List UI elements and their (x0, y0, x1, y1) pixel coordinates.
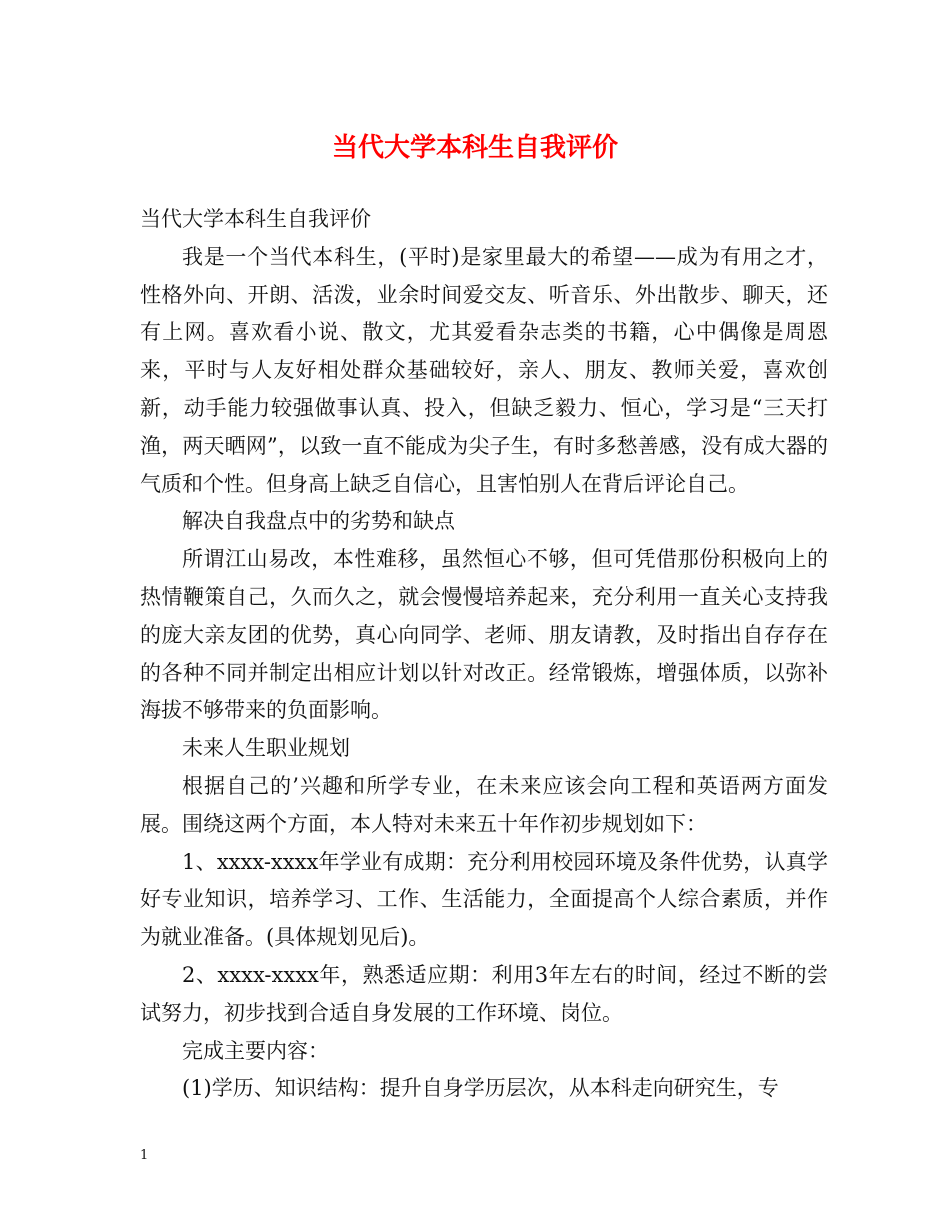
paragraph-plan-stage-1: 1、xxxx-xxxx年学业有成期：充分利用校园环境及条件优势，认真学好专业知识，培养学习、工作、生活能力，全面提高个人综合素质，并作为就业准备。(具体规划见后)。 (140, 849, 828, 950)
paragraph-career-direction: 根据自己的’兴趣和所学专业，在未来应该会向工程和英语两方面发展。围绕这两个方面，本人特对未来五十年作初步规划如下： (140, 773, 828, 836)
document-title: 当代大学本科生自我评价 (331, 133, 618, 163)
section-heading-career-plan: 未来人生职业规划 (182, 736, 350, 761)
paragraph-weakness-solution: 所谓江山易改，本性难移，虽然恒心不够，但可凭借那份积极向上的热情鞭策自己，久而久之，就会慢慢培养起来，充分利用一直关心支持我的庞大亲友团的优势，真心向同学、老师、朋友请教，及时指出自存存在的各种不同并制定出相应计划以针对改正。经常锻炼，增强体质，以弥补海拔不够带来的负面影响。 (140, 547, 828, 723)
section-heading-weakness: 解决自我盘点中的劣势和缺点 (182, 509, 455, 534)
section-heading-main-content: 完成主要内容： (182, 1038, 329, 1063)
document-body (140, 201, 828, 1108)
body-heading: 当代大学本科生自我评价 (140, 207, 371, 231)
paragraph-self-intro: 我是一个当代本科生，(平时)是家里最大的希望——成为有用之才，性格外向、开朗、活泼，业余时间爱交友、听音乐、外出散步、聊天，还有上网。喜欢看小说、散文，尤其爱看杂志类的书籍，心中偶像是周恩来，平时与人友好相处群众基础较好，亲人、朋友、教师关爱，喜欢创新，动手能力较强做事认真、投入，但缺乏毅力、恒心，学习是“三天打渔，两天晒网”，以致一直不能成为尖子生，有时多愁善感，没有成大器的气质和个性。但身高上缺乏自信心，且害怕别人在背后评论自己。 (140, 244, 828, 496)
page-number: 1 (140, 1148, 149, 1163)
paragraph-education-structure: (1)学历、知识结构：提升自身学历层次，从本科走向研究生，专 (182, 1076, 779, 1101)
paragraph-plan-stage-2: 2、xxxx-xxxx年，熟悉适应期：利用3年左右的时间，经过不断的尝试努力，初步找到合适自身发展的工作环境、岗位。 (140, 962, 828, 1025)
